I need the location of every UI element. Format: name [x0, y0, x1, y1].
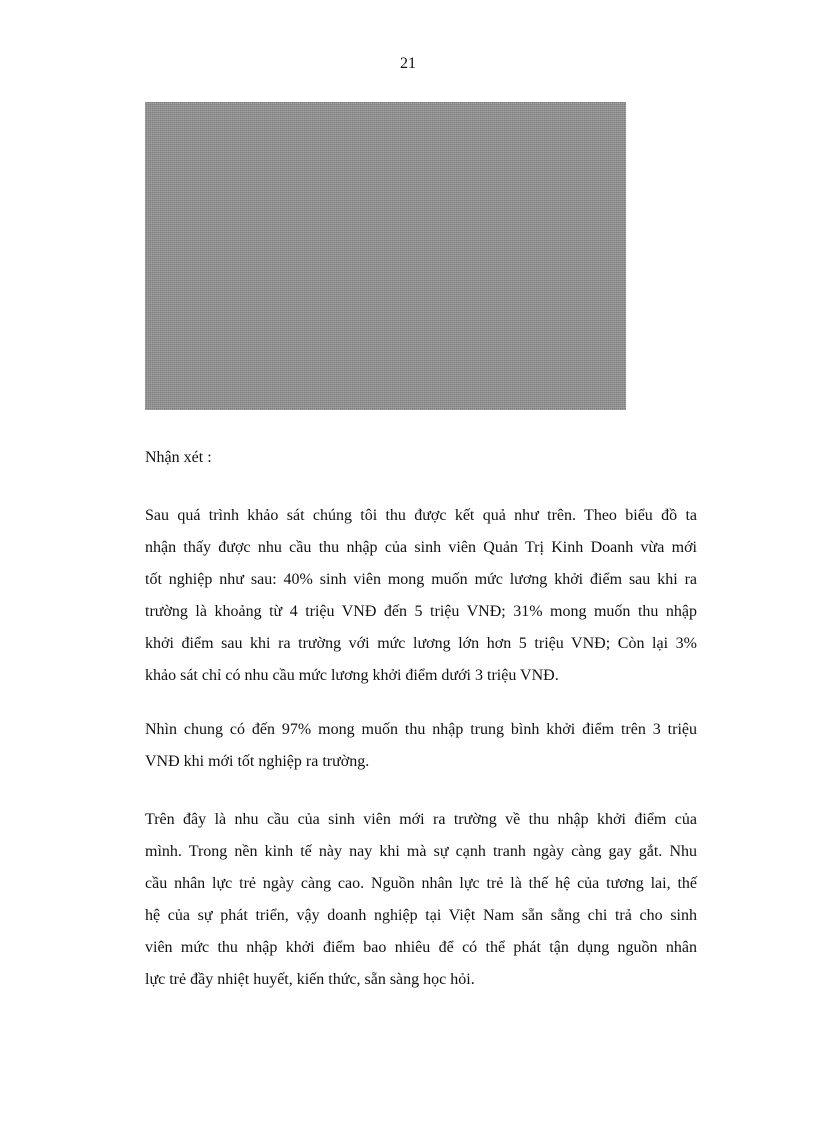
paragraph-line: mình. Trong nền kinh tế này nay khi mà sự cạnh tranh ngày càng gay gắt. Nhu: [145, 843, 697, 860]
page-number: 21: [400, 55, 416, 72]
paragraph-3: [145, 804, 697, 996]
paragraph-line: VNĐ khi mới tốt nghiệp ra trường.: [145, 753, 370, 770]
heading-text: Nhận xét :: [145, 449, 212, 466]
paragraph-2: [145, 714, 697, 778]
paragraph-line: cầu nhân lực trẻ ngày càng cao. Nguồn nhân lực trẻ là thế hệ của tương lai, thế: [145, 875, 697, 892]
paragraph-line: tốt nghiệp như sau: 40% sinh viên mong muốn mức lương khởi điểm sau khi ra: [145, 571, 697, 588]
chart-figure-placeholder: [145, 102, 626, 410]
paragraph-line: Sau quá trình khảo sát chúng tôi thu được kết quả như trên. Theo biểu đồ ta: [145, 507, 697, 524]
paragraph-line: lực trẻ đầy nhiệt huyết, kiến thức, sẵn sàng học hỏi.: [145, 971, 475, 988]
paragraph-line: Nhìn chung có đến 97% mong muốn thu nhập trung bình khởi điểm trên 3 triệu: [145, 721, 697, 738]
paragraph-line: khởi điểm sau khi ra trường với mức lương lớn hơn 5 triệu VNĐ; Còn lại 3%: [145, 635, 697, 652]
paragraph-line: nhận thấy được nhu cầu thu nhập của sinh viên Quản Trị Kinh Doanh vừa mới: [145, 539, 697, 556]
paragraph-line: Trên đây là nhu cầu của sinh viên mới ra trường về thu nhập khởi điểm của: [145, 811, 697, 828]
paragraph-line: trường là khoảng từ 4 triệu VNĐ đến 5 triệu VNĐ; 31% mong muốn thu nhập: [145, 603, 697, 620]
paragraph-line: khảo sát chỉ có nhu cầu mức lương khởi điểm dưới 3 triệu VNĐ.: [145, 667, 559, 684]
paragraph-line: viên mức thu nhập khởi điểm bao nhiêu để có thể phát tận dụng nguồn nhân: [145, 939, 697, 956]
paragraph-1: [145, 500, 697, 692]
paragraph-line: hệ của sự phát triển, vậy doanh nghiệp tại Việt Nam sẵn sằng chi trả cho sinh: [145, 907, 697, 924]
section-heading: [145, 442, 697, 474]
